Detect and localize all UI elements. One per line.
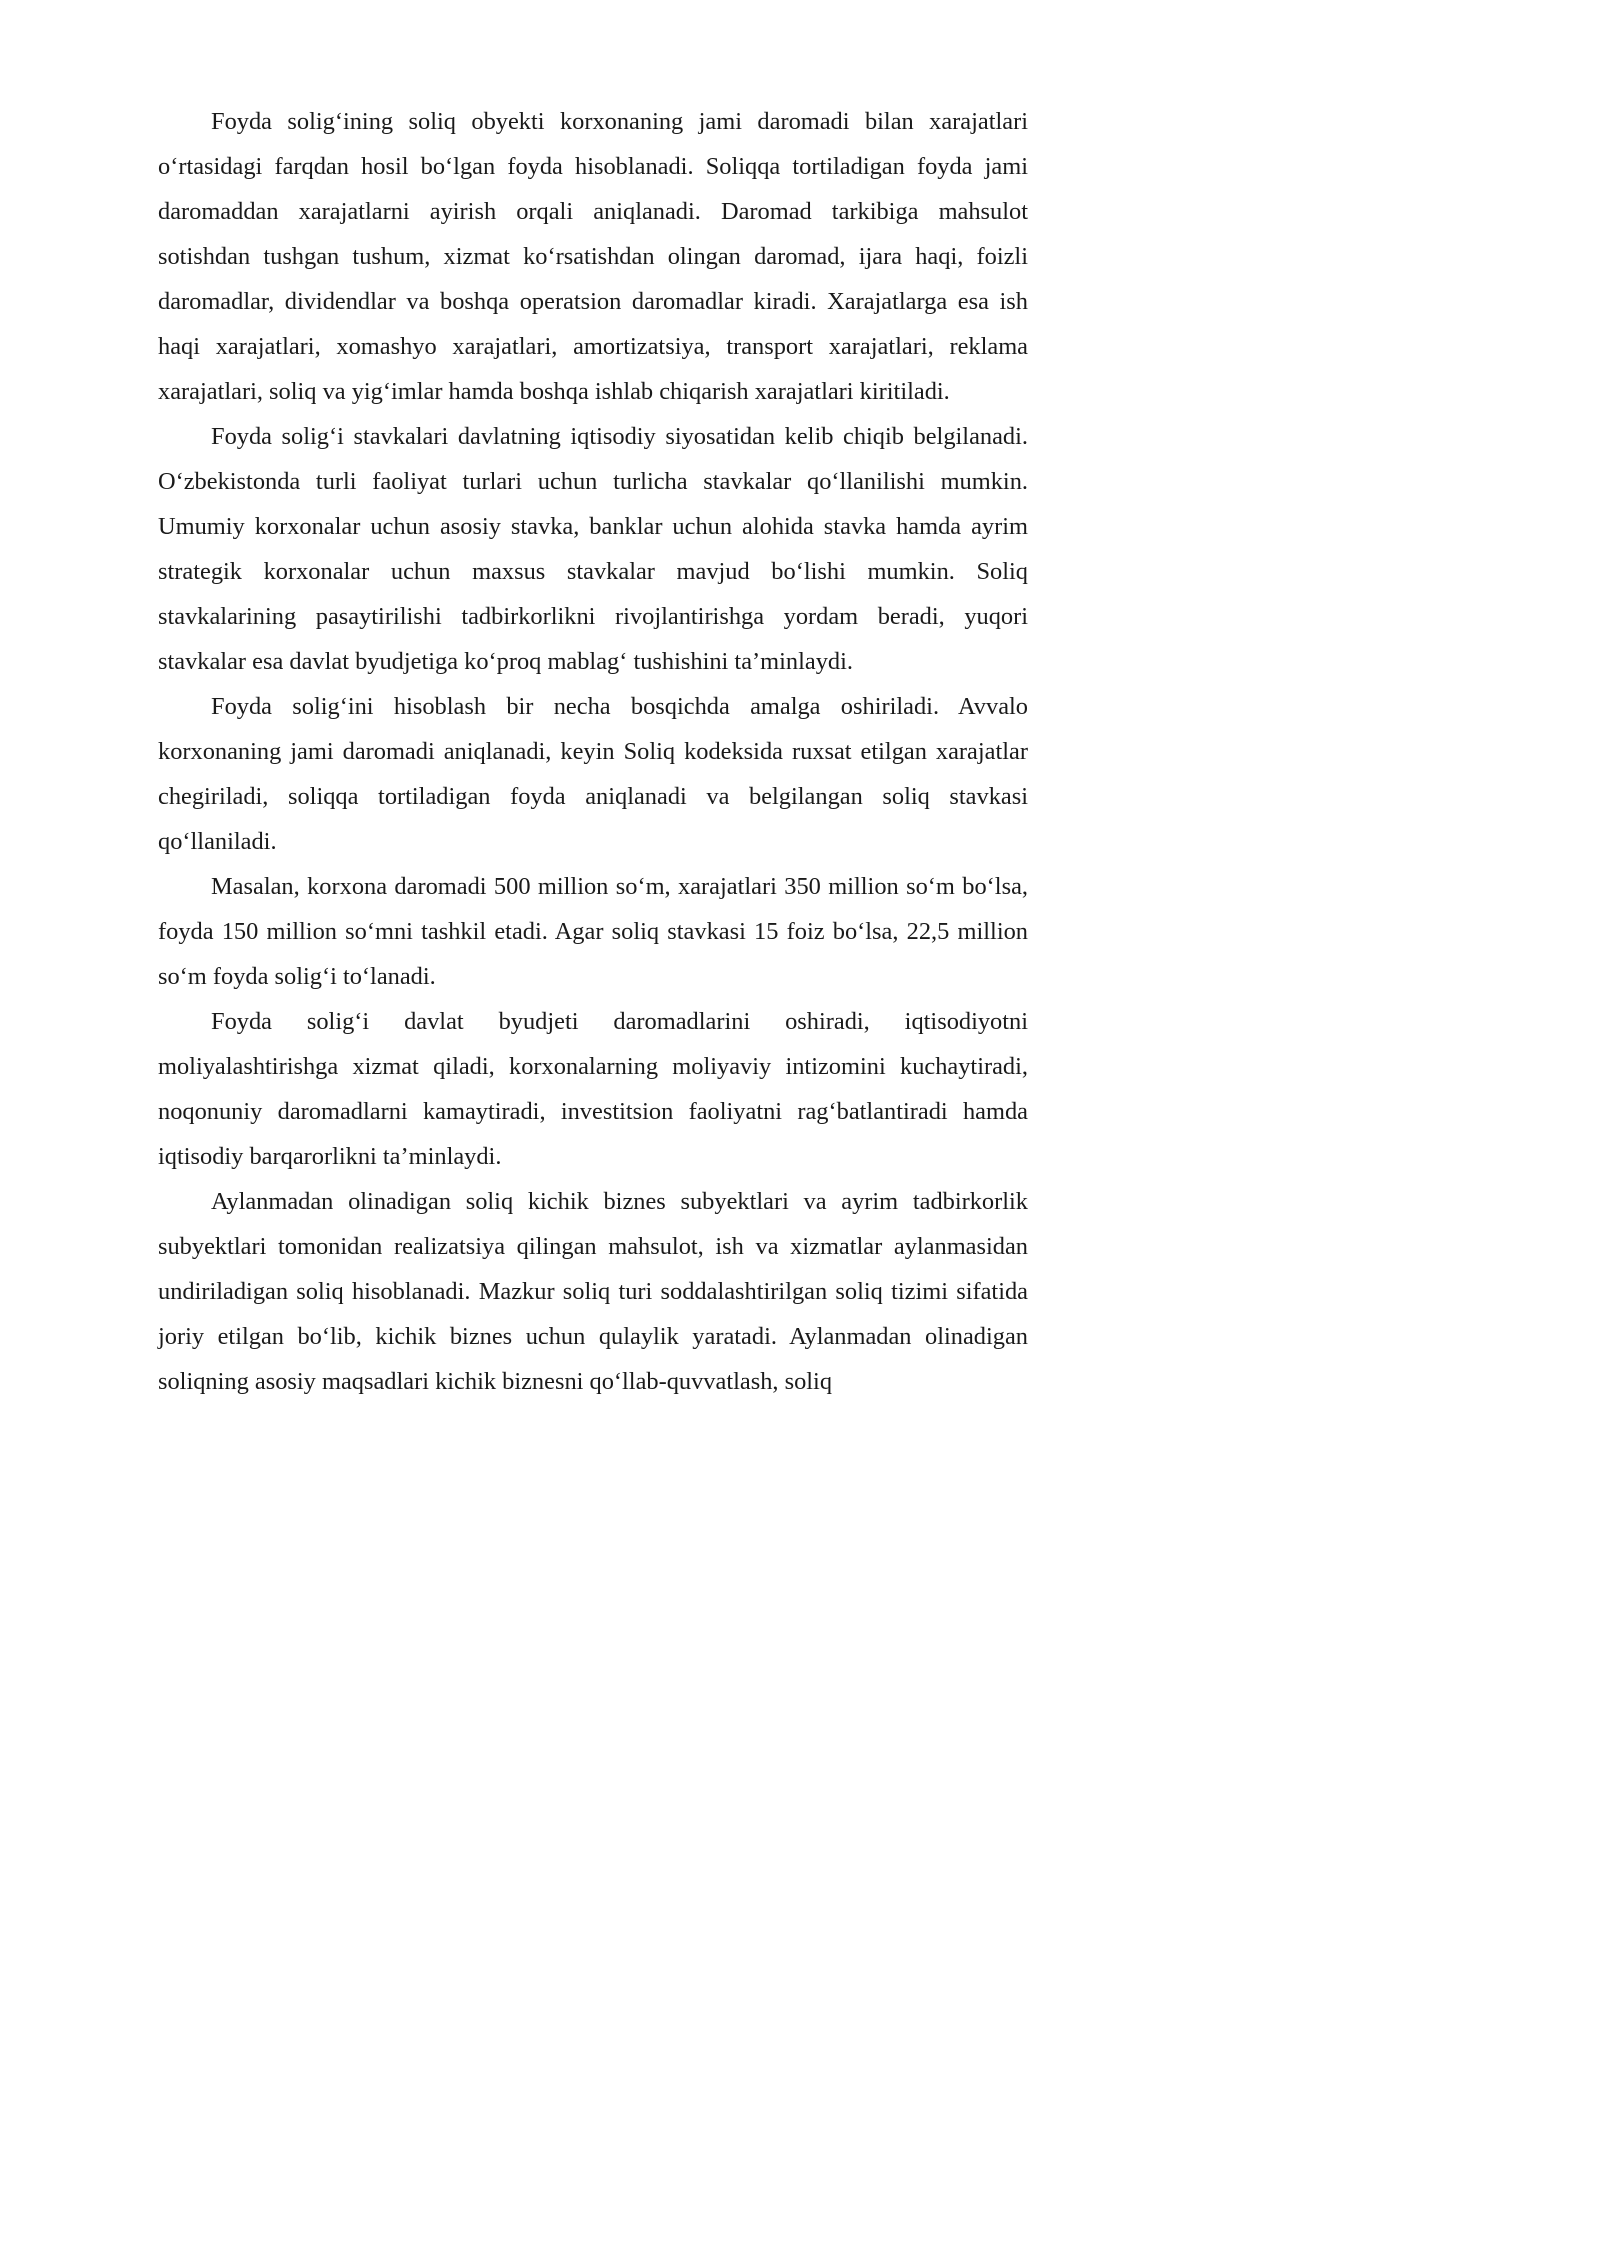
paragraph-turnover-tax: Aylanmadan olinadigan soliq kichik biznes subyektlari va ayrim tadbirkorlik subyektlari tomonidan realizatsiya qilingan mahsulot, ish va xizmatlar aylanmasidan undiriladigan soliq hisoblanadi. Mazkur soliq turi soddalashtirilgan soliq tizimi sifatida joriy etilgan bo‘lib, kichik biznes uchun qulaylik yaratadi. Aylanmadan olinadigan soliqning asosiy maqsadlari kichik biznesni qo‘llab-quvvatlash, soliq bbox=[158, 1188, 1028, 1395]
paragraph-profit-tax-calculation: Foyda solig‘ini hisoblash bir necha bosqichda amalga oshiriladi. Avvalo korxonaning jami daromadi aniqlanadi, keyin Soliq kodeksida ruxsat etilgan xarajatlar chegiriladi, soliqqa tortiladigan foyda aniqlanadi va belgilangan soliq stavkasi qo‘llaniladi. bbox=[158, 693, 1028, 855]
paragraph-profit-tax-rates: Foyda solig‘i stavkalari davlatning iqtisodiy siyosatidan kelib chiqib belgilanadi. O‘zbekistonda turli faoliyat turlari uchun turlicha stavkalar qo‘llanilishi mumkin. Umumiy korxonalar uchun asosiy stavka, banklar uchun alohida stavka hamda ayrim strategik korxonalar uchun maxsus stavkalar mavjud bo‘lishi mumkin. Soliq stavkalarining pasaytirilishi tadbirkorlikni rivojlantirishga yordam beradi, yuqori stavkalar esa davlat byudjetiga ko‘proq mablag‘ tushishini ta’minlaydi. bbox=[158, 423, 1028, 675]
paragraph-profit-tax-example: Masalan, korxona daromadi 500 million so‘m, xarajatlari 350 million so‘m bo‘lsa, foyda 150 million so‘mni tashkil etadi. Agar soliq stavkasi 15 foiz bo‘lsa, 22,5 million so‘m foyda solig‘i to‘lanadi. bbox=[158, 873, 1028, 990]
paragraph-profit-tax-object: Foyda solig‘ining soliq obyekti korxonaning jami daromadi bilan xarajatlari o‘rtasidagi farqdan hosil bo‘lgan foyda hisoblanadi. Soliqqa tortiladigan foyda jami daromaddan xarajatlarni ayirish orqali aniqlanadi. Daromad tarkibiga mahsulot sotishdan tushgan tushum, xizmat ko‘rsatishdan olingan daromad, ijara haqi, foizli daromadlar, dividendlar va boshqa operatsion daromadlar kiradi. Xarajatlarga esa ish haqi xarajatlari, xomashyo xarajatlari, amortizatsiya, transport xarajatlari, reklama xarajatlari, soliq va yig‘imlar hamda boshqa ishlab chiqarish xarajatlari kiritiladi. bbox=[158, 108, 1028, 405]
paragraph-profit-tax-role: Foyda solig‘i davlat byudjeti daromadlarini oshiradi, iqtisodiyotni moliyalashtirishga xizmat qiladi, korxonalarning moliyaviy intizomini kuchaytiradi, noqonuniy daromadlarni kamaytiradi, investitsion faoliyatni rag‘batlantiradi hamda iqtisodiy barqarorlikni ta’minlaydi. bbox=[158, 1008, 1028, 1170]
document-page bbox=[158, 99, 1028, 1404]
